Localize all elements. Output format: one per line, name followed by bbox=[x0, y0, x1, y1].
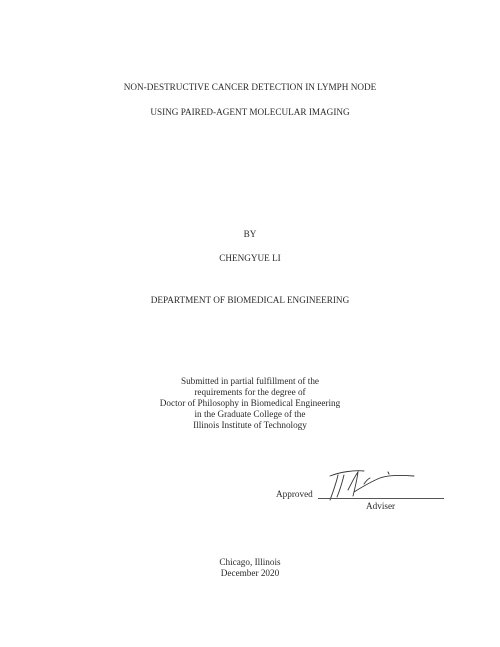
approved-label: Approved bbox=[276, 489, 313, 499]
submission-line: Submitted in partial fulfillment of the bbox=[180, 376, 320, 386]
adviser-label: Adviser bbox=[366, 501, 396, 511]
by-label: BY bbox=[243, 229, 257, 239]
submission-line: requirements for the degree of bbox=[194, 387, 306, 397]
submission-line: Illinois Institute of Technology bbox=[193, 420, 307, 430]
submission-statement bbox=[0, 376, 500, 431]
department-name: DEPARTMENT OF BIOMEDICAL ENGINEERING bbox=[150, 295, 350, 305]
submission-line: in the Graduate College of the bbox=[194, 409, 306, 419]
adviser-signature bbox=[324, 466, 434, 506]
thesis-title-line-1: NON-DESTRUCTIVE CANCER DETECTION IN LYMPH NODE bbox=[123, 82, 377, 92]
submission-date: December 2020 bbox=[220, 568, 280, 578]
place-and-date bbox=[0, 557, 500, 579]
signature-line bbox=[318, 498, 444, 499]
location: Chicago, Illinois bbox=[219, 557, 281, 567]
author-name: CHENGYUE LI bbox=[219, 253, 281, 263]
thesis-title-line-2: USING PAIRED-AGENT MOLECULAR IMAGING bbox=[150, 107, 350, 117]
submission-line: Doctor of Philosophy in Biomedical Engineering bbox=[159, 398, 341, 408]
approval-block bbox=[276, 482, 451, 514]
